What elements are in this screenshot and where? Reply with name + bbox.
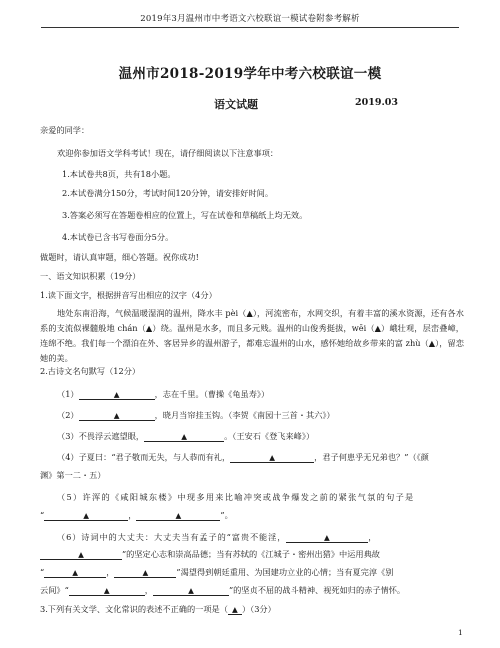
question-2-stem: 2.古诗文名句默写（12分） — [40, 366, 141, 376]
running-header: 2019年3月温州市中考语文六校联谊一模试卷附参考解析 — [140, 14, 360, 24]
poem-line-text: ，晓月当帘挂玉钩。（李贺《南园十三首・其六》） — [154, 410, 335, 420]
note-3: 3.答案必须写在答题卷相应的位置上，写在试卷和草稿纸上均无效。 — [62, 210, 308, 220]
blank-marker: ▲ — [269, 453, 276, 462]
blank-marker: ▲ — [83, 511, 90, 520]
comma: ， — [128, 510, 137, 520]
poem-line-3 — [57, 431, 482, 442]
answer-blank[interactable] — [230, 452, 314, 463]
question-3-text: 3.下列有关文学、文化常识的表述不正确的一项是（ — [40, 604, 228, 614]
poem-line-4-cont: 渊》第一二・五） — [40, 470, 106, 480]
question-1-stem: 1.读下面文字，根据拼音写出相应的汉字（4分） — [40, 290, 217, 300]
poem-line-text: （6）诗词中的大丈夫：大丈夫当有孟子的“富贵不能淫， — [57, 532, 287, 542]
quote-mark: 云间》“ — [40, 585, 69, 595]
exam-date: 2019.03 — [355, 97, 398, 108]
question-3-stem — [40, 604, 465, 615]
item-number: （2） — [57, 410, 79, 420]
comma: ， — [368, 532, 378, 542]
blank-marker: ▲ — [188, 586, 194, 595]
page-number: 1 — [458, 628, 463, 637]
quote-mark: “ — [40, 510, 45, 520]
comma: ， — [106, 567, 115, 577]
poem-line-text: 。（王安石《登飞来峰》） — [224, 431, 315, 441]
welcome-text: 欢迎你参加语文学科考试！现在，请仔细阅读以下注意事项： — [57, 148, 279, 158]
answer-blank[interactable] — [69, 585, 145, 596]
blank-marker: ▲ — [232, 605, 238, 614]
answer-blank[interactable] — [153, 585, 229, 596]
poem-line-text: ”渴望得到朝廷重用、为国建功立业的心情；当有夏完淳《别 — [176, 567, 394, 577]
answer-blank[interactable] — [114, 567, 176, 578]
quote-mark: ”。 — [220, 510, 233, 520]
poem-line-text: ，君子何患乎无兄弟也？”（《颜 — [314, 452, 429, 462]
poem-line-text: （3）不畏浮云遮望眼， — [57, 431, 145, 441]
section-heading: 一、语文知识积累（19分） — [40, 271, 141, 281]
answer-blank[interactable] — [286, 532, 368, 543]
blank-marker: ▲ — [113, 411, 120, 420]
note-2: 2.本试卷满分150分，考试时间120分钟，请安排好时间。 — [62, 188, 274, 198]
poem-line-5-cont — [40, 510, 465, 521]
poem-line-5: （5）许浑的《咸阳城东楼》中现多用来比喻冲突或战争爆发之前的紧张气氛的句子是 — [57, 492, 415, 502]
exam-subtitle: 语文试题 — [214, 98, 258, 111]
encouragement: 做题时，请认真审题，细心答题。祝你成功! — [40, 252, 199, 262]
poem-line-text: ”的坚贞不屈的战斗精神、视死如归的赤子情怀。 — [228, 585, 406, 595]
blank-marker: ▲ — [323, 533, 331, 542]
note-4: 4.本试卷已含书写卷面分5分。 — [62, 232, 174, 242]
header-rule — [41, 27, 459, 28]
blank-marker: ▲ — [113, 390, 120, 399]
question-3-score: ）（3分） — [241, 604, 276, 614]
poem-line-text: ，志在千里。（曹操《龟虽寿》） — [154, 389, 270, 399]
answer-blank[interactable] — [136, 510, 220, 521]
poem-line-6-cont3 — [40, 585, 465, 596]
greeting: 亲爱的同学： — [40, 125, 90, 135]
answer-blank[interactable] — [40, 549, 122, 560]
poem-line-4 — [57, 452, 482, 463]
answer-blank[interactable] — [144, 431, 224, 442]
poem-line-text: （4）子夏曰：“君子敬而无失，与人恭而有礼， — [57, 452, 231, 462]
exam-title: 温州市2018-2019学年中考六校联谊一模 — [118, 66, 382, 82]
item-number: （1） — [57, 389, 79, 399]
answer-blank[interactable] — [228, 604, 242, 615]
answer-blank[interactable] — [44, 510, 128, 521]
poem-line-2 — [57, 410, 482, 421]
answer-blank[interactable] — [79, 389, 155, 400]
answer-blank[interactable] — [44, 567, 106, 578]
quote-mark: “ — [40, 567, 45, 577]
blank-marker: ▲ — [181, 432, 187, 441]
blank-marker: ▲ — [103, 586, 110, 595]
blank-marker: ▲ — [175, 511, 182, 520]
blank-marker: ▲ — [72, 568, 79, 577]
blank-marker: ▲ — [142, 568, 149, 577]
poem-line-1 — [57, 389, 482, 400]
comma: ， — [144, 585, 153, 595]
answer-blank[interactable] — [79, 410, 155, 421]
note-1: 1.本试卷共8页，共有18小题。 — [62, 169, 176, 179]
poem-line-6-cont — [40, 549, 465, 560]
blank-marker: ▲ — [78, 550, 84, 559]
poem-line-6-cont2 — [40, 567, 465, 578]
question-1-passage: 地处东南沿海，气候温暖湿润的温州，降水丰 pèi（▲），河流密布，水网交织，有着丰富的溪水资源，还有各水系的支流似裸髓般地 chán（▲）绕。温州是水多，而且多元贱。温州的山俊秀挺拔，wēi（▲）峨壮观，层峦叠嶂，连绵不绝。我们每一个漂泊在外、客居异乡的温州游子，都难忘温州的山水，感怀她给故乡带来的富 zhù（▲），留恋她的美。 — [40, 308, 464, 363]
poem-line-text: ”的坚定心志和崇高品德；当有苏轼的《江城子・密州出猎》中运用典故 — [122, 549, 380, 559]
poem-line-6 — [57, 532, 482, 543]
